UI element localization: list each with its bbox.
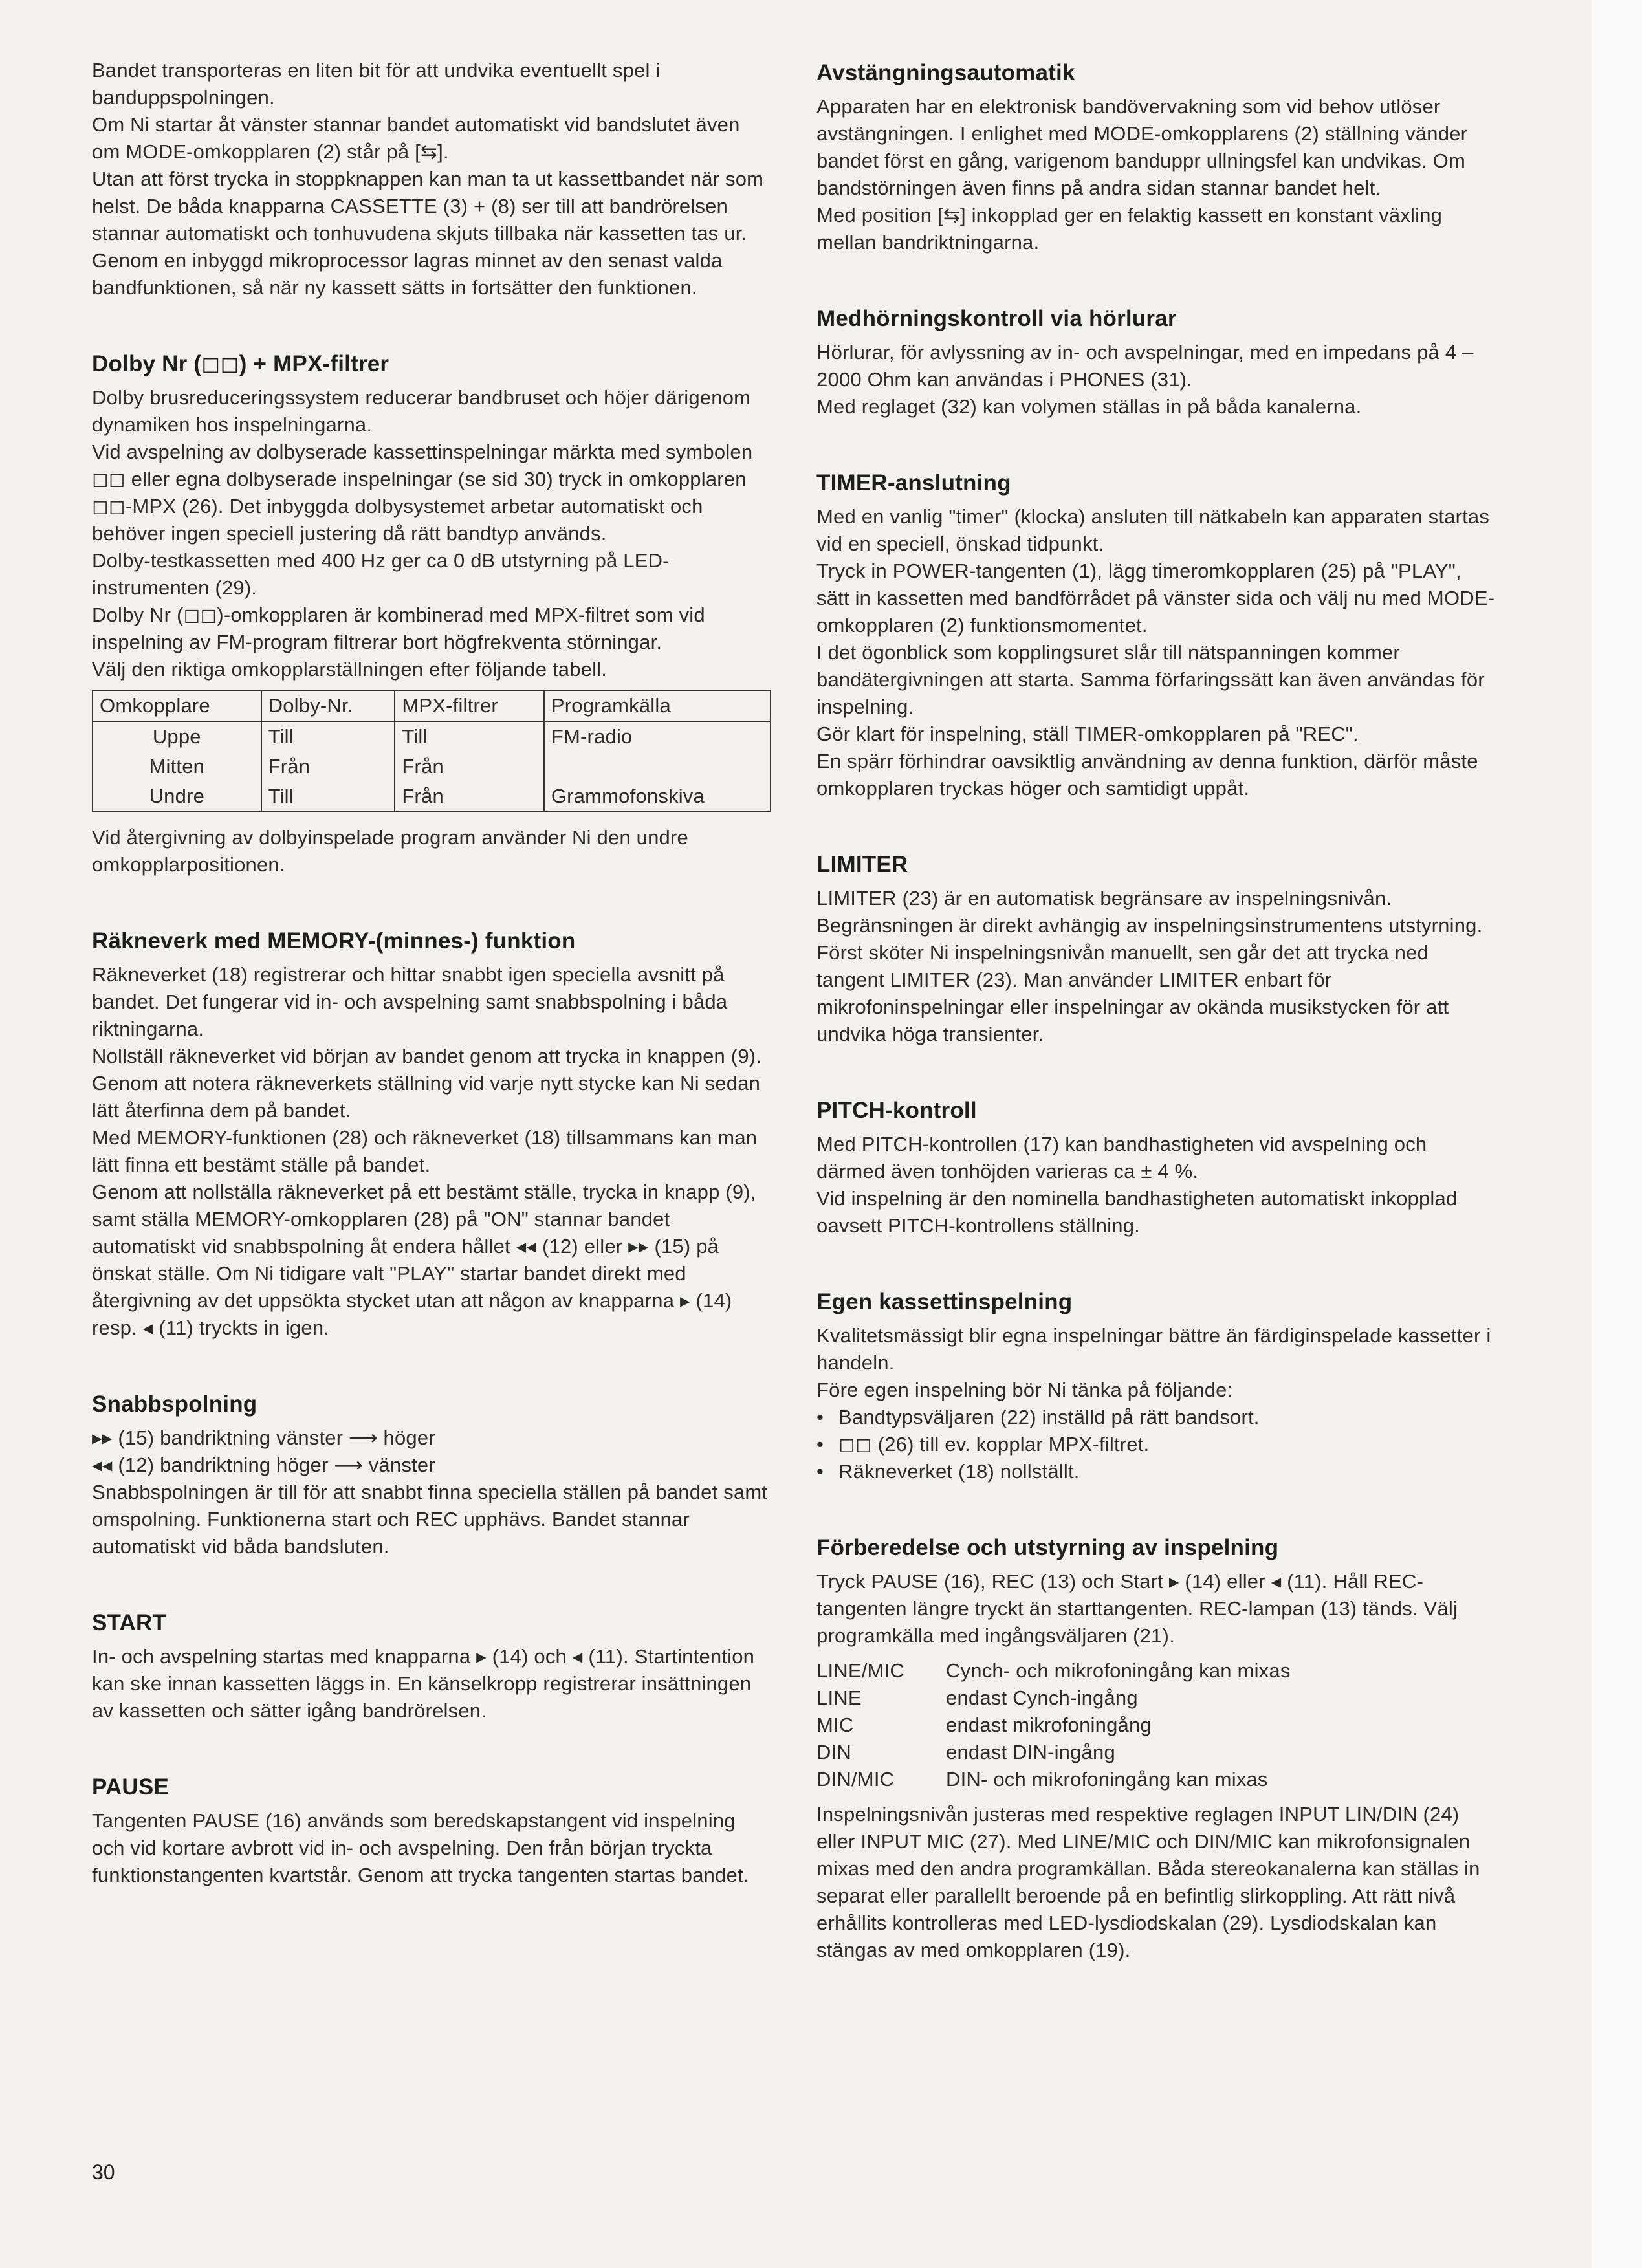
section-pause	[92, 1771, 771, 1889]
table-cell: Till	[261, 721, 395, 752]
mode-key: LINE	[816, 1686, 862, 1709]
bullet-mark: •	[816, 1460, 824, 1483]
paragraph: Med en vanlig "timer" (klocka) ansluten till nätkabeln kan apparaten startas vid en speciell, önskad tidpunkt.	[816, 505, 1490, 555]
list-item	[816, 1739, 1496, 1766]
input-mode-list	[816, 1657, 1496, 1793]
section-heading: LIMITER	[816, 852, 908, 877]
paragraph: Tangenten PAUSE (16) används som beredskapstangent vid inspelning och vid kortare avbrott vid in- och avspelning. Den från början tryckta funktionstangenten kvartstår. Genom att trycka tangenten startas bandet.	[92, 1809, 749, 1886]
list-item	[816, 1766, 1496, 1793]
paragraph: Räkneverket (18) registrerar och hittar snabbt igen speciella avsnitt på bandet. Det fungerar vid in- och avspelning samt snabbspolning i båda riktningarna.	[92, 963, 728, 1040]
paragraph: Tryck PAUSE (16), REC (13) och Start ▸ (14) eller ◂ (11). Håll REC-tangenten längre tryckt än starttangenten. REC-lampan (13) tänds. Välj programkälla med ingångsväljaren (21).	[816, 1570, 1458, 1647]
paragraph: En spärr förhindrar oavsiktlig användning av denna funktion, därför måste omkopplaren tryckas höger och samtidigt uppåt.	[816, 750, 1478, 800]
paragraph: Nollställ räkneverket vid början av bandet genom att trycka in knappen (9). Genom att notera räkneverkets ställning vid varje nytt stycke kan Ni sedan lätt återfinna dem på bandet.	[92, 1045, 762, 1122]
paragraph: Med reglaget (32) kan volymen ställas in på båda kanalerna.	[816, 395, 1362, 418]
paragraph: Vid återgivning av dolbyinspelade program använder Ni den undre omkopplarpositionen.	[92, 826, 688, 876]
switch-table	[92, 690, 771, 812]
section-egen-inspelning	[816, 1286, 1496, 1485]
section-heading: PITCH-kontroll	[816, 1098, 977, 1123]
table-cell: Mitten	[93, 752, 261, 781]
paragraph: Tryck in POWER-tangenten (1), lägg timeromkopplaren (25) på "PLAY", sätt in kassetten med bandförrådet på vänster sida och välj nu med MODE-omkopplaren (2) funktionsmomentet.	[816, 560, 1495, 637]
section-heading: START	[92, 1610, 167, 1635]
paragraph: Gör klart för inspelning, ställ TIMER-omkopplaren på "REC".	[816, 723, 1359, 745]
table-cell: Undre	[93, 781, 261, 812]
section-forberedelse	[816, 1532, 1496, 1964]
paragraph: Inspelningsnivån justeras med respektive reglagen INPUT LIN/DIN (24) eller INPUT MIC (27). Med LINE/MIC och DIN/MIC kan mikrofonsignalen mixas med den andra programkällan. Båda stereokanalerna kan ställas in separat eller parallellt beroende på en befintlig slirkoppling. Att rätt nivå erhållits kontrolleras med LED-lysdiodskalan (29). Lysdiodskalan kan stängas av med omkopplaren (19).	[816, 1803, 1480, 1961]
list-item-text: Räkneverket (18) nollställt.	[838, 1460, 1080, 1483]
section-snabbspolning	[92, 1388, 771, 1560]
paragraph: Snabbspolningen är till för att snabbt finna speciella ställen på bandet samt omspolning. Funktionerna start och REC upphävs. Bandet stannar automatiskt vid båda bandsluten.	[92, 1481, 768, 1558]
table-cell: FM-radio	[544, 721, 771, 752]
bullet-mark: •	[816, 1406, 824, 1428]
table-header: Omkopplare	[93, 690, 261, 721]
section-start	[92, 1607, 771, 1725]
direction-line: ▸▸ (15) bandriktning vänster ⟶ höger	[92, 1426, 435, 1449]
table-header-row	[93, 690, 771, 721]
mode-key: MIC	[816, 1714, 854, 1736]
table-cell	[544, 752, 771, 781]
mode-key: LINE/MIC	[816, 1659, 904, 1682]
page-edge	[1592, 0, 1642, 2268]
intro-paragraph: Bandet transporteras en liten bit för att undvika eventuellt spel i banduppspolningen.	[92, 59, 661, 109]
paragraph: Välj den riktiga omkopplarställningen efter följande tabell.	[92, 658, 608, 681]
table-row	[93, 752, 771, 781]
section-heading: PAUSE	[92, 1774, 169, 1800]
section-memory	[92, 925, 771, 1342]
mode-key: DIN/MIC	[816, 1768, 895, 1791]
mode-desc: endast mikrofoningång	[946, 1714, 1152, 1736]
table-cell: Grammofonskiva	[544, 781, 771, 812]
section-medhorning	[816, 303, 1496, 420]
table-header: Dolby-Nr.	[261, 690, 395, 721]
paragraph: Med position [⇆] inkopplad ger en felaktig kassett en konstant växling mellan bandriktningarna.	[816, 204, 1443, 254]
list-item	[816, 1404, 1496, 1431]
paragraph: I det ögonblick som kopplingsuret slår till nätspanningen kommer bandätergivningen att starta. Samma förfaringssätt kan även användas för inspelning.	[816, 641, 1485, 718]
table-cell: Från	[395, 781, 544, 812]
paragraph: Dolby brusreduceringssystem reducerar bandbruset och höjer därigenom dynamiken hos inspelningarna.	[92, 386, 751, 436]
list-item-text: ◻◻ (26) till ev. kopplar MPX-filtret.	[838, 1433, 1150, 1456]
mode-desc: DIN- och mikrofoningång kan mixas	[946, 1768, 1268, 1791]
section-heading: Förberedelse och utstyrning av inspelning	[816, 1535, 1279, 1560]
paragraph: Apparaten har en elektronisk bandövervakning som vid behov utlöser avstängningen. I enlighet med MODE-omkopplarens (2) ställning vänder bandet först en gång, varigenom banduppr ullningsfel kan undvikas. Om bandstörningen även finns på andra sidan stannar bandet helt.	[816, 95, 1468, 199]
paragraph: Hörlurar, för avlyssning av in- och avspelningar, med en impedans på 4 – 2000 Ohm kan användas i PHONES (31).	[816, 341, 1474, 391]
paragraph: Med MEMORY-funktionen (28) och räkneverket (18) tillsammans kan man lätt finna ett bestämt ställe på bandet.	[92, 1126, 758, 1176]
section-heading: Egen kassettinspelning	[816, 1289, 1073, 1314]
paragraph: Vid inspelning är den nominella bandhastigheten automatiskt inkopplad oavsett PITCH-kontrollens ställning.	[816, 1187, 1458, 1237]
paragraph: Före egen inspelning bör Ni tänka på följande:	[816, 1379, 1233, 1401]
section-dolby	[92, 348, 771, 878]
list-item	[816, 1657, 1496, 1685]
paragraph: In- och avspelning startas med knapparna ▸ (14) och ◂ (11). Startintention kan ske innan kassetten läggs in. En känselkropp registrerar insättningen av kassetten och sätter igång bandrörelsen.	[92, 1645, 755, 1722]
paragraph: Dolby-testkassetten med 400 Hz ger ca 0 dB utstyrning på LED-instrumenten (29).	[92, 549, 670, 599]
list-item	[816, 1458, 1496, 1485]
table-cell: Till	[261, 781, 395, 812]
table-row	[93, 721, 771, 752]
list-item-text: Bandtypsväljaren (22) inställd på rätt bandsort.	[838, 1406, 1260, 1428]
paragraph: Genom att nollställa räkneverket på ett bestämt ställe, trycka in knapp (9), samt ställa MEMORY-omkopplaren (28) på "ON" stannar bandet automatiskt vid snabbspolning åt endera hållet ◂◂ (12) eller ▸▸ (15) på önskat ställe. Om Ni tidigare valt "PLAY" startar bandet direkt med återgivning av det uppsökta stycket utan att någon av knapparna ▸ (14) resp. ◂ (11) tryckts in igen.	[92, 1181, 756, 1339]
mode-key: DIN	[816, 1741, 851, 1763]
table-header: Programkälla	[544, 690, 771, 721]
page-number: 30	[92, 2161, 115, 2184]
intro-paragraph: Om Ni startar åt vänster stannar bandet automatiskt vid bandslutet även om MODE-omkopplaren (2) står på [⇆].	[92, 113, 740, 163]
section-limiter	[816, 849, 1496, 1048]
list-item	[816, 1431, 1496, 1458]
paragraph: Med PITCH-kontrollen (17) kan bandhastigheten vid avspelning och därmed även tonhöjden varieras ca ± 4 %.	[816, 1133, 1427, 1183]
paragraph: Dolby Nr (◻◻)-omkopplaren är kombinerad med MPX-filtret som vid inspelning av FM-program filtrerar bort högfrekventa störningar.	[92, 604, 705, 653]
right-column	[816, 57, 1496, 1964]
section-heading: TIMER-anslutning	[816, 470, 1011, 496]
paragraph: Vid avspelning av dolbyserade kassettinspelningar märkta med symbolen ◻◻ eller egna dolbyserade inspelningar (se sid 30) tryck in omkopplaren ◻◻-MPX (26). Det inbyggda dolbysystemet arbetar automatiskt och behöver ingen speciell justering då rätt bandtyp används.	[92, 441, 753, 545]
section-heading: Medhörningskontroll via hörlurar	[816, 306, 1177, 331]
table-cell: Till	[395, 721, 544, 752]
bullet-mark: •	[816, 1433, 824, 1456]
paragraph: LIMITER (23) är en automatisk begränsare av inspelningsnivån. Begränsningen är direkt avhängig av inspelningsinstrumentens utstyrning. Först sköter Ni inspelningsnivån manuellt, sen går det att trycka ned tangent LIMITER (23). Man använder LIMITER enbart för mikrofoninspelningar eller inspelningar av okända musikstycken för att undvika höga transienter.	[816, 887, 1483, 1045]
list-item	[816, 1712, 1496, 1739]
intro-paragraph: Utan att först trycka in stoppknappen kan man ta ut kassettbandet när som helst. De båda knapparna CASSETTE (3) + (8) ser till att bandrörelsen stannar automatiskt och tonhuvudena skjuts tillbaka när kassetten tas ur. Genom en inbyggd mikroprocessor lagras minnet av den senast valda bandfunktionen, så när ny kassett sätts in fortsätter den funktionen.	[92, 168, 764, 299]
section-timer	[816, 467, 1496, 802]
mode-desc: endast DIN-ingång	[946, 1741, 1115, 1763]
mode-desc: endast Cynch-ingång	[946, 1686, 1138, 1709]
table-cell: Från	[395, 752, 544, 781]
table-cell: Uppe	[93, 721, 261, 752]
direction-line: ◂◂ (12) bandriktning höger ⟶ vänster	[92, 1454, 435, 1476]
section-avstangningsautomatik	[816, 57, 1496, 256]
list-item	[816, 1685, 1496, 1712]
table-cell: Från	[261, 752, 395, 781]
mode-desc: Cynch- och mikrofoningång kan mixas	[946, 1659, 1291, 1682]
left-column	[92, 57, 771, 1889]
section-heading: Snabbspolning	[92, 1391, 257, 1417]
section-heading: Avstängningsautomatik	[816, 60, 1075, 85]
table-header: MPX-filtrer	[395, 690, 544, 721]
section-heading: Dolby Nr (◻◻) + MPX-filtrer	[92, 351, 389, 376]
section-heading: Räkneverk med MEMORY-(minnes-) funktion	[92, 928, 576, 954]
paragraph: Kvalitetsmässigt blir egna inspelningar bättre än färdiginspelade kassetter i handeln.	[816, 1324, 1491, 1374]
section-pitch	[816, 1095, 1496, 1239]
table-row	[93, 781, 771, 812]
